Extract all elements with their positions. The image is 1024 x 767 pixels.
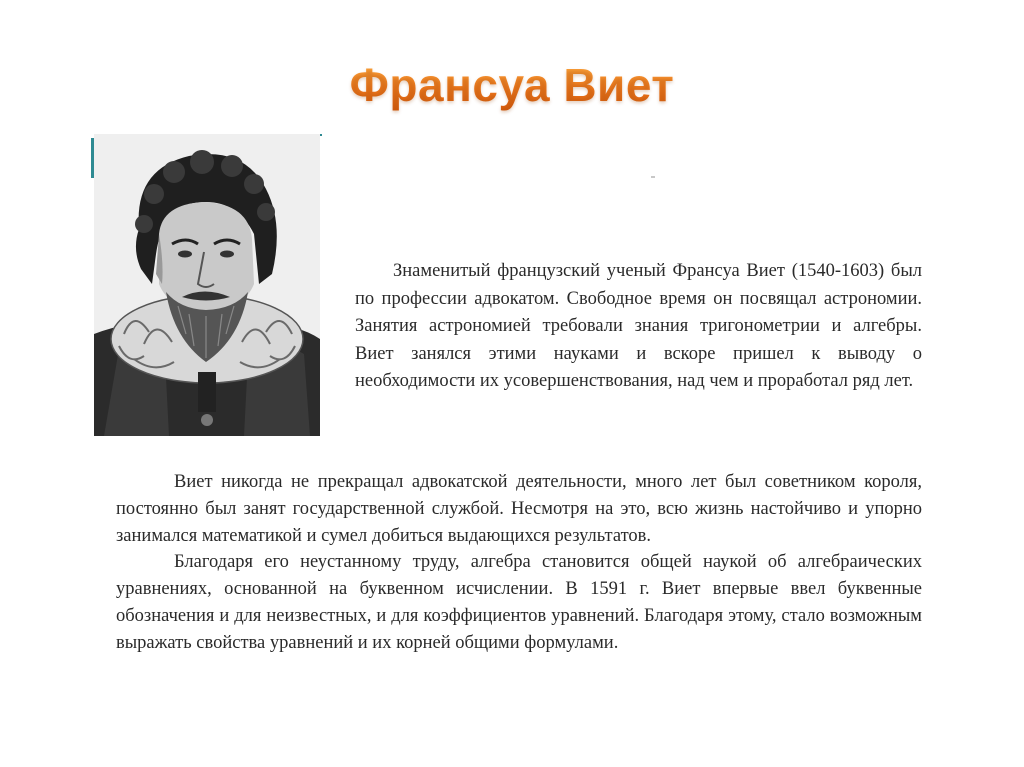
portrait-image <box>94 134 320 436</box>
slide-title: Франсуа Виет <box>0 58 1024 112</box>
decorative-dot <box>651 176 655 178</box>
paragraph-algebra: Благодаря его неустанному труду, алгебра становится общей наукой об алгебраических уравнениях, основанной на буквенном исчислении. В 1591 г. Виет впервые ввел буквенные обозначения и для неизвестных, и для коэффициентов уравнений. Благодаря этому, стало возможным выражать свойства уравнений и их корней общими формулами. <box>116 552 922 653</box>
text-block <box>116 469 922 657</box>
paragraph-intro: Знаменитый французский ученый Франсуа Виет (1540-1603) был по профессии адвокатом. Свободное время он посвящал астрономии. Занятия астрономией требовали знания тригонометрии и алгебры. Виет занялся этими науками и вскоре пришел к выводу о необходимости их усовершенствования, над чем и проработал ряд лет. <box>355 261 922 391</box>
paragraph-career: Виет никогда не прекращал адвокатской деятельности, много лет был советником короля, постоянно был занят государственной службой. Несмотря на это, всю жизнь настойчиво и упорно занимался математикой и сумел добиться выдающихся результатов. <box>116 472 922 546</box>
portrait-engraving-icon <box>94 134 320 436</box>
